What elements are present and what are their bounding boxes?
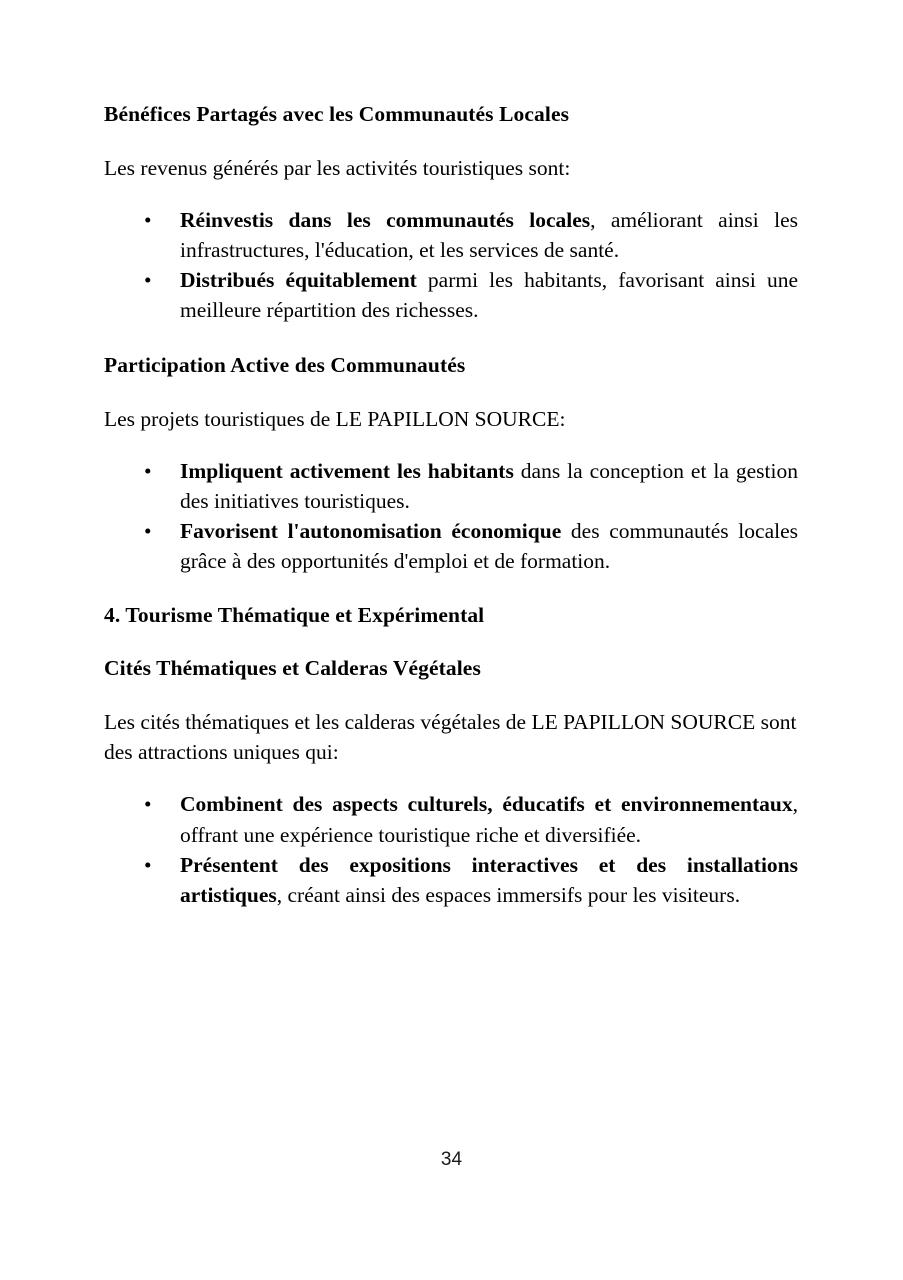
- list-item-text: dans la conception et la gestion des initiatives touristiques.: [180, 458, 798, 513]
- list-item-bold: Présentent des expositions interactives et des installations artistiques: [180, 852, 798, 907]
- heading-cites-thematiques: Cités Thématiques et Calderas Végétales: [104, 656, 481, 681]
- paragraph-bold-calderas: calderas végétales: [344, 710, 501, 735]
- paragraph-text-mid: et les: [289, 710, 345, 735]
- list-item: [104, 850, 798, 910]
- list-item-text: , créant ainsi des espaces immersifs pour les visiteurs.: [276, 882, 741, 907]
- list-item-text: , améliorant ainsi les infrastructures, l'éducation, et les services de santé.: [180, 208, 799, 263]
- paragraph-revenus: Les revenus générés par les activités touristiques sont:: [104, 156, 571, 181]
- list-item: [104, 265, 798, 325]
- paragraph-projets-touristiques: Les projets touristiques de LE PAPILLON SOURCE:: [104, 406, 566, 431]
- paragraph-text-post: de LE PAPILLON SOURCE sont des attractions uniques qui:: [104, 710, 797, 765]
- heading-benefices-partages: Bénéfices Partagés avec les Communautés Locales: [104, 102, 570, 126]
- spacer: [104, 576, 798, 602]
- spacer: [104, 434, 798, 456]
- page-content: [104, 101, 798, 910]
- list-item-bold: Favorisent l'autonomisation économique: [180, 518, 562, 543]
- paragraph-text-pre: Les: [104, 710, 141, 735]
- heading-participation-active: Participation Active des Communautés: [104, 352, 466, 377]
- list-item-bold: Impliquent activement les habitants: [180, 458, 514, 483]
- bullet-list-benefices: [104, 205, 798, 325]
- list-item: [104, 205, 798, 265]
- list-item: [104, 789, 798, 849]
- list-item: [104, 456, 798, 516]
- list-item-text: parmi les habitants, favorisant ainsi une meilleure répartition des richesses.: [180, 268, 799, 323]
- paragraph-bold-cites: cités thématiques: [140, 710, 290, 735]
- paragraph-cites-calderas: [104, 707, 798, 767]
- list-item-text: des communautés locales grâce à des opportunités d'emploi et de formation.: [180, 518, 798, 573]
- list-item: [104, 516, 798, 576]
- spacer: [104, 682, 798, 707]
- list-item-bold: Combinent des aspects culturels, éducatifs et environnementaux: [180, 792, 793, 817]
- bullet-list-attractions: [104, 789, 798, 909]
- spacer: [104, 326, 798, 352]
- heading-section-4: 4. Tourisme Thématique et Expérimental: [104, 603, 485, 628]
- spacer: [104, 629, 798, 655]
- list-item-bold: Distribués équitablement: [180, 268, 417, 293]
- spacer: [104, 767, 798, 789]
- spacer: [104, 379, 798, 404]
- spacer: [104, 128, 798, 153]
- list-item-text: , offrant une expérience touristique riche et diversifiée.: [180, 792, 798, 847]
- spacer: [104, 183, 798, 205]
- bullet-list-participation: [104, 456, 798, 576]
- page-number: 34: [440, 1149, 463, 1170]
- list-item-bold: Réinvestis dans les communautés locales: [180, 208, 591, 233]
